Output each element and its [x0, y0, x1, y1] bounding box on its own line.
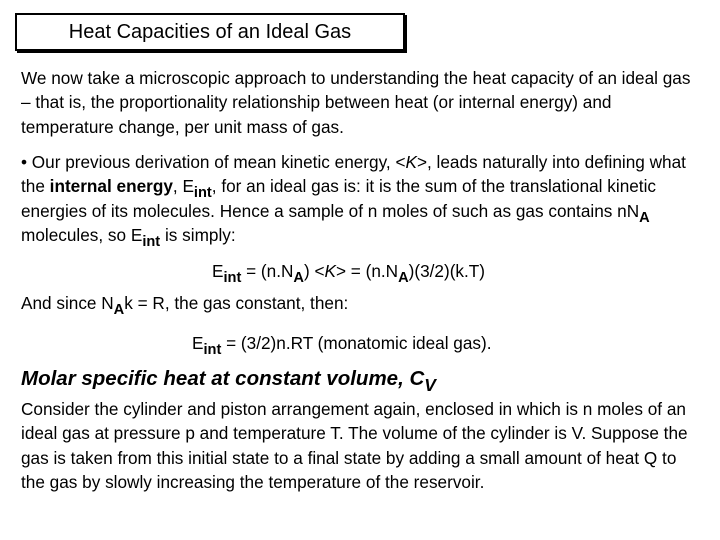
- text-run: molecules, so E: [21, 224, 143, 245]
- internal-energy-paragraph: [21, 150, 701, 250]
- text-run: >, leads naturally into defining what the: [21, 152, 686, 197]
- gas-constant-paragraph: [21, 291, 701, 319]
- title-box: [15, 13, 405, 51]
- text-run: k = R, the gas constant, then:: [124, 293, 349, 313]
- text-run: )(3/2)(k.T): [408, 261, 486, 281]
- text-run: And since N: [21, 293, 114, 313]
- text-run: ) <: [303, 261, 325, 281]
- subscript: int: [142, 234, 161, 250]
- text-run: = (3/2)n.RT (monatomic ideal gas).: [221, 333, 492, 353]
- internal-energy-term: internal energy: [49, 176, 173, 197]
- equation-monatomic: [192, 331, 492, 359]
- text-run: E: [192, 333, 204, 353]
- text-run: , for an ideal gas is: it is the sum of the translational kinetic energies of its molecules. Hence a sample of n moles of such as gas contains nN: [21, 176, 656, 221]
- subscript: V: [424, 375, 436, 396]
- text-run: is simply:: [160, 224, 236, 245]
- text-run: • Our previous derivation of mean kinetic energy, <: [21, 152, 406, 172]
- text-run: , E: [172, 176, 194, 197]
- cylinder-paragraph: Consider the cylinder and piston arrangement again, enclosed in which is n moles of an ideal gas at pressure p and temperature T. The volume of the cylinder is V. Suppose the gas is taken from this initial state to a final state by adding a small amount of heat Q to the gas by slowly increasing the temperature of the reservoir.: [21, 399, 688, 492]
- text-run: K: [324, 261, 336, 281]
- subscript: int: [223, 270, 242, 287]
- subscript: int: [203, 342, 222, 359]
- subscript: A: [639, 209, 650, 226]
- subscript: A: [293, 270, 304, 287]
- text-run: K: [405, 152, 417, 172]
- equation-internal-energy: [212, 259, 486, 287]
- subscript: A: [113, 302, 125, 319]
- page-title: Heat Capacities of an Ideal Gas: [68, 20, 352, 43]
- section-heading: [21, 367, 436, 396]
- heading-text: Molar specific heat at constant volume, C: [21, 367, 425, 390]
- subscript: int: [193, 185, 212, 202]
- text-run: E: [212, 261, 224, 281]
- subscript: A: [398, 270, 409, 287]
- text-run: = (n.N: [241, 261, 294, 281]
- text-run: > = (n.N: [335, 261, 399, 281]
- intro-paragraph: We now take a microscopic approach to understanding the heat capacity of an ideal gas – that is, the proportionality relationship between heat (or internal energy) and temperature change, per unit mass of gas.: [21, 68, 691, 137]
